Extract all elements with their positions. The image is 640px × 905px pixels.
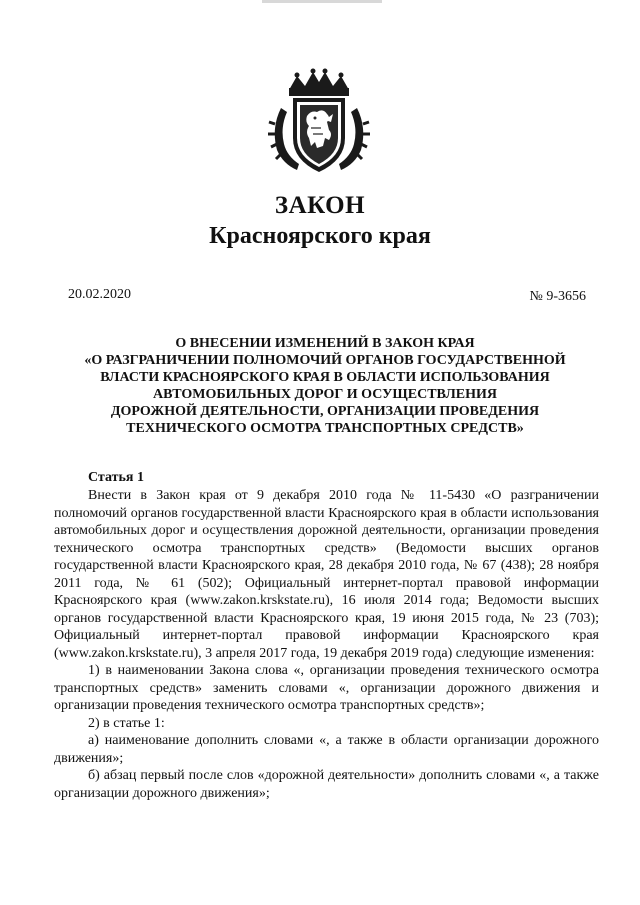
article-title: Статья 1	[88, 470, 144, 485]
document-date: 20.02.2020	[68, 287, 131, 302]
paragraph: Внести в Закон края от 9 декабря 2010 года № 11-5430 «О разграничении полномочий органов государственной власти Красноярского края в области использования автомобильных дорог и осуществления дорожной деятельности, организации проведения технического осмотра транспортных средств» (Ведомости высших органов государственной власти Красноярского края, 28 декабря 2010 года, № 67 (438); 28 ноября 2011 года, № 61 (502); Официальный интернет-портал правовой информации Красноярского края (www.zakon.krskstate.ru), 16 июля 2014 года; Ведомости высших органов государственной власти Красноярского края, 19 июня 2015 года, № 23 (703); Официальный интернет-портал правовой информации Красноярского края (www.zakon.krskstate.ru), 3 апреля 2017 года, 19 декабря 2019 года) следующие изменения:	[54, 488, 599, 661]
law-region: Красноярского края	[209, 223, 431, 249]
scan-edge-mark	[262, 0, 382, 3]
paragraph: 1) в наименовании Закона слова «, организации проведения технического осмотра транспортных средств» заменить словами «, организации дорожного движения и организации проведения технического осмотра транспортных средств»;	[54, 663, 599, 713]
paragraph: 2) в статье 1:	[88, 715, 165, 731]
heading-line: О ВНЕСЕНИИ ИЗМЕНЕНИЙ В ЗАКОН КРАЯ	[175, 336, 475, 351]
article-body	[54, 487, 599, 802]
heading-line: ВЛАСТИ КРАСНОЯРСКОГО КРАЯ В ОБЛАСТИ ИСПОЛЬЗОВАНИЯ	[100, 370, 550, 385]
document-number: № 9-3656	[529, 289, 586, 304]
coat-of-arms-icon	[267, 68, 371, 180]
heading-line: «О РАЗГРАНИЧЕНИИ ПОЛНОМОЧИЙ ОРГАНОВ ГОСУДАРСТВЕННОЙ	[84, 353, 566, 368]
paragraph: б) абзац первый после слов «дорожной деятельности» дополнить словами «, а также организации дорожного движения»;	[54, 768, 599, 801]
law-heading	[60, 335, 590, 437]
paragraph: а) наименование дополнить словами «, а также в области организации дорожного движения»;	[54, 733, 599, 766]
law-title: ЗАКОН	[274, 192, 366, 219]
heading-line: АВТОМОБИЛЬНЫХ ДОРОГ И ОСУЩЕСТВЛЕНИЯ	[152, 387, 498, 402]
heading-line: ДОРОЖНОЙ ДЕЯТЕЛЬНОСТИ, ОРГАНИЗАЦИИ ПРОВЕДЕНИЯ	[110, 404, 540, 419]
heading-line: ТЕХНИЧЕСКОГО ОСМОТРА ТРАНСПОРТНЫХ СРЕДСТВ»	[126, 421, 524, 436]
